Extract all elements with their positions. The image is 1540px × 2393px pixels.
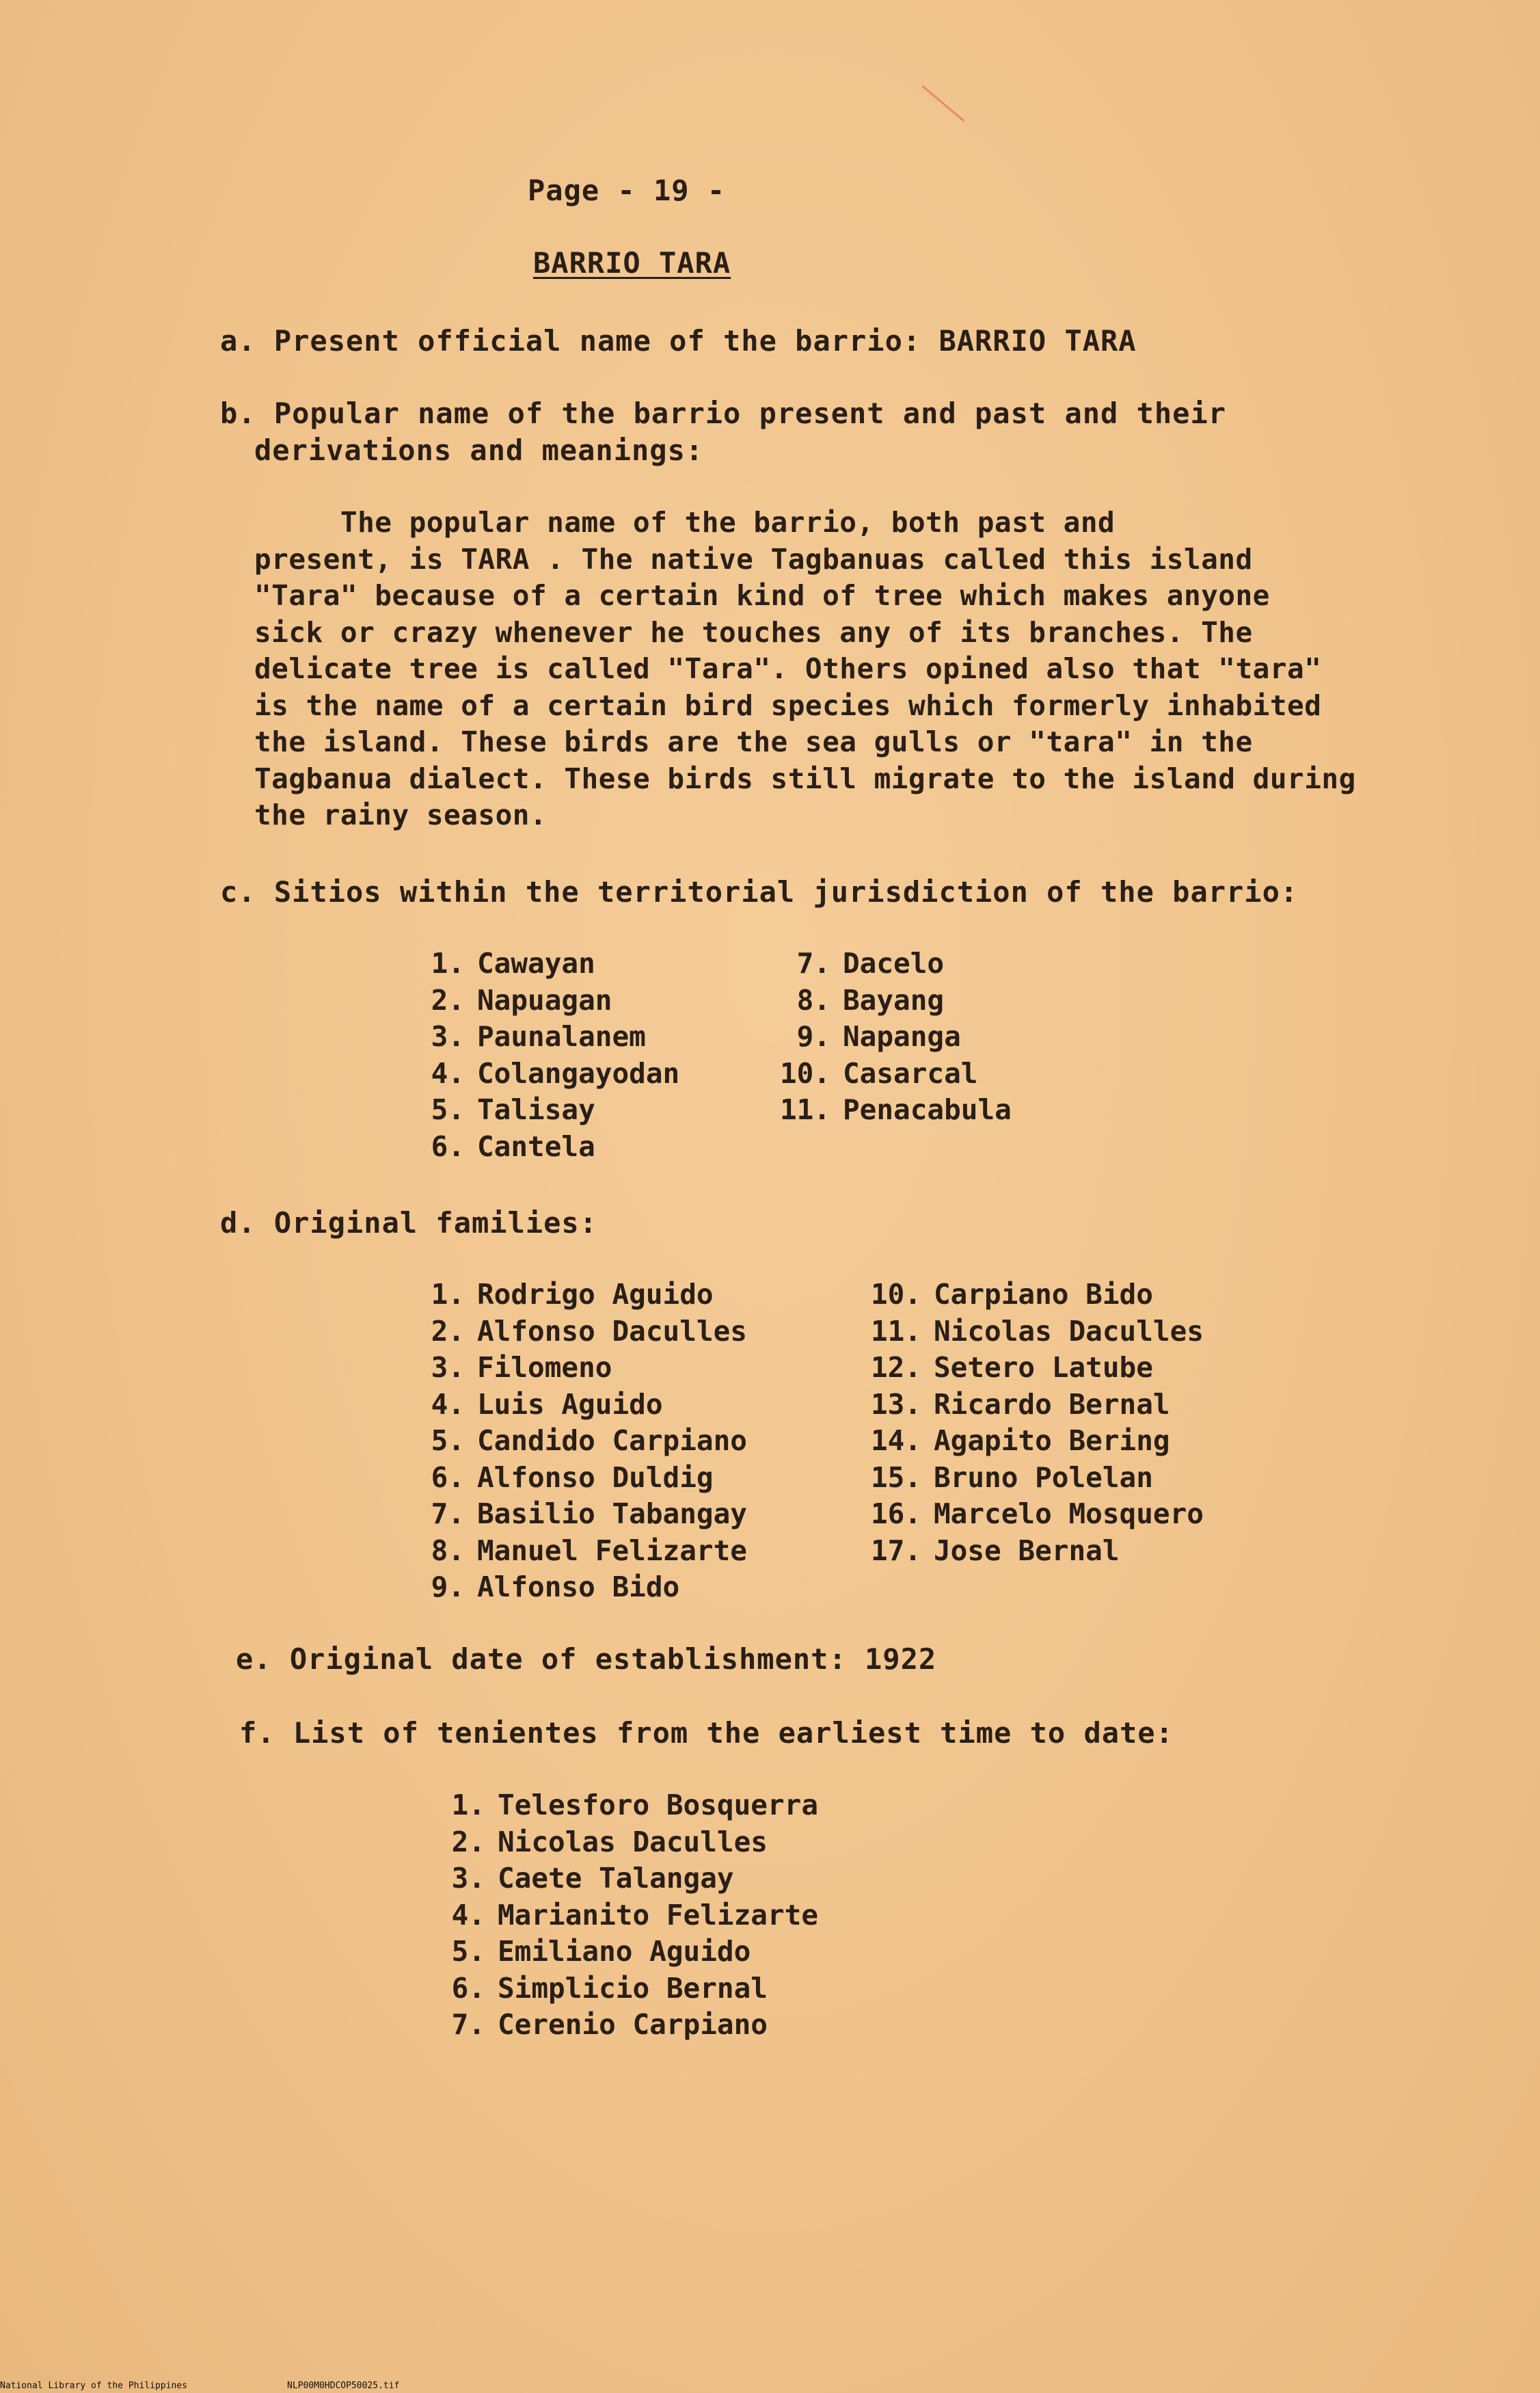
list-item-number: 9. bbox=[431, 1570, 465, 1603]
list-item bbox=[755, 946, 1012, 982]
list-item bbox=[846, 1423, 1204, 1460]
list-item bbox=[410, 982, 679, 1019]
list-item-name: Bayang bbox=[843, 983, 945, 1017]
list-item bbox=[410, 1569, 747, 1606]
list-item-name: Paunalanem bbox=[477, 1020, 646, 1053]
list-item-number: 5. bbox=[431, 1424, 465, 1457]
list-item-name: Agapito Bering bbox=[934, 1424, 1170, 1457]
list-item-number: 5. bbox=[451, 1935, 485, 1968]
list-item bbox=[755, 1056, 1012, 1093]
list-item bbox=[846, 1533, 1204, 1570]
list-item-number: 6. bbox=[431, 1460, 465, 1494]
list-item-name: Napuagan bbox=[477, 983, 612, 1017]
list-item-number: 2. bbox=[451, 1825, 485, 1858]
red-pencil-mark bbox=[921, 85, 964, 122]
list-item-number: 1. bbox=[451, 1789, 485, 1821]
list-item-number: 13. bbox=[870, 1387, 921, 1421]
list-item-name: Emiliano Aguido bbox=[498, 1935, 751, 1968]
list-item-name: Caete Talangay bbox=[498, 1862, 734, 1895]
list-item-number: 4. bbox=[451, 1898, 485, 1931]
list-item bbox=[755, 1092, 1012, 1129]
list-item-name: Alfonso Daculles bbox=[477, 1314, 747, 1348]
list-item-name: Basilio Tabangay bbox=[477, 1497, 747, 1530]
paragraph-line: present, is TARA . The native Tagbanuas called this island bbox=[254, 542, 1253, 576]
list-item-number: 8. bbox=[431, 1534, 465, 1567]
list-item-name: Rodrigo Aguido bbox=[477, 1278, 714, 1311]
list-item-name: Alfonso Duldig bbox=[477, 1460, 714, 1494]
list-item bbox=[431, 1897, 818, 1934]
list-item bbox=[846, 1313, 1204, 1350]
list-item-number: 5. bbox=[431, 1093, 465, 1126]
list-item-name: Cawayan bbox=[477, 947, 595, 980]
section-a-label: a. Present official name of the barrio: BARRIO TARA bbox=[220, 324, 1137, 358]
list-item-number: 9. bbox=[796, 1020, 830, 1053]
list-item-name: Nicolas Daculles bbox=[934, 1314, 1204, 1348]
list-item bbox=[431, 1787, 818, 1824]
list-item bbox=[410, 946, 679, 982]
list-item-number: 4. bbox=[431, 1056, 465, 1090]
list-item-name: Nicolas Daculles bbox=[498, 1825, 768, 1858]
list-item bbox=[410, 1129, 679, 1166]
list-item bbox=[410, 1423, 747, 1460]
families-left-list bbox=[410, 1276, 747, 1606]
list-item-name: Setero Latube bbox=[934, 1351, 1153, 1384]
page-number: Page - 19 - bbox=[528, 174, 726, 207]
list-item-number: 11. bbox=[779, 1093, 830, 1126]
paragraph-line: is the name of a certain bird species which formerly inhabited bbox=[254, 689, 1322, 722]
list-item-name: Luis Aguido bbox=[477, 1387, 663, 1421]
list-item-name: Candido Carpiano bbox=[477, 1424, 747, 1457]
list-item bbox=[846, 1496, 1204, 1533]
list-item-number: 7. bbox=[451, 2008, 485, 2041]
paragraph-line: delicate tree is called "Tara". Others opined also that "tara" bbox=[254, 652, 1322, 685]
families-right-list bbox=[846, 1276, 1204, 1569]
paragraph-line: Tagbanua dialect. These birds still migrate to the island during bbox=[254, 762, 1356, 795]
paragraph-line: "Tara" because of a certain kind of tree which makes anyone bbox=[254, 579, 1270, 612]
list-item-number: 3. bbox=[451, 1862, 485, 1895]
list-item-number: 16. bbox=[870, 1497, 921, 1530]
list-item-name: Dacelo bbox=[843, 947, 945, 980]
section-d-label: d. Original families: bbox=[220, 1206, 598, 1240]
list-item-name: Jose Bernal bbox=[934, 1534, 1120, 1567]
list-item-name: Alfonso Bido bbox=[477, 1570, 680, 1603]
list-item-number: 1. bbox=[431, 1278, 465, 1311]
list-item-name: Carpiano Bido bbox=[934, 1278, 1153, 1311]
list-item bbox=[431, 1860, 818, 1897]
list-item-number: 7. bbox=[431, 1497, 465, 1530]
list-item-name: Napanga bbox=[843, 1020, 961, 1053]
footer-library: National Library of the Philippines bbox=[0, 2381, 187, 2391]
list-item-number: 11. bbox=[870, 1314, 921, 1348]
list-item-number: 3. bbox=[431, 1020, 465, 1053]
list-item-name: Colangayodan bbox=[477, 1056, 680, 1090]
list-item bbox=[410, 1387, 747, 1423]
list-item-name: Manuel Felizarte bbox=[477, 1534, 747, 1567]
list-item-number: 17. bbox=[870, 1534, 921, 1567]
section-c-label: c. Sitios within the territorial jurisdiction of the barrio: bbox=[220, 875, 1299, 909]
list-item-name: Casarcal bbox=[843, 1056, 978, 1090]
list-item-number: 7. bbox=[796, 947, 830, 980]
list-item bbox=[431, 2007, 818, 2044]
list-item bbox=[410, 1019, 679, 1056]
list-item bbox=[431, 1934, 818, 1970]
tenientes-list bbox=[431, 1787, 818, 2044]
section-e-label: e. Original date of establishment: 1922 bbox=[236, 1642, 937, 1676]
list-item-name: Bruno Polelan bbox=[934, 1460, 1153, 1494]
list-item-name: Cerenio Carpiano bbox=[498, 2008, 768, 2041]
list-item-number: 2. bbox=[431, 983, 465, 1017]
list-item bbox=[846, 1387, 1204, 1423]
paragraph-line: sick or crazy whenever he touches any of its branches. The bbox=[254, 615, 1253, 649]
list-item-number: 6. bbox=[431, 1129, 465, 1163]
list-item bbox=[431, 1824, 818, 1861]
list-item-name: Marcelo Mosquero bbox=[934, 1497, 1204, 1530]
list-item bbox=[846, 1460, 1204, 1497]
paragraph-line: the rainy season. bbox=[254, 799, 548, 831]
list-item-number: 2. bbox=[431, 1314, 465, 1348]
list-item-number: 6. bbox=[451, 1971, 485, 2005]
paragraph-line: the island. These birds are the sea gulls or "tara" in the bbox=[254, 725, 1253, 758]
sitios-right-list bbox=[755, 946, 1012, 1129]
list-item-number: 10. bbox=[779, 1056, 830, 1090]
list-item-name: Telesforo Bosquerra bbox=[498, 1789, 818, 1821]
list-item-number: 15. bbox=[870, 1460, 921, 1494]
paragraph-line: The popular name of the barrio, both past and bbox=[254, 506, 1116, 539]
list-item bbox=[846, 1276, 1204, 1313]
list-item bbox=[410, 1460, 747, 1497]
section-b-label-line1: b. Popular name of the barrio present and past and their bbox=[220, 397, 1227, 430]
list-item bbox=[755, 1019, 1012, 1056]
list-item-number: 10. bbox=[870, 1278, 921, 1311]
list-item-number: 1. bbox=[431, 947, 465, 980]
list-item-name: Cantela bbox=[477, 1129, 595, 1163]
section-f-label: f. List of tenientes from the earliest time to date: bbox=[239, 1716, 1174, 1750]
list-item bbox=[410, 1276, 747, 1313]
page-title: BARRIO TARA bbox=[533, 246, 731, 280]
list-item-name: Talisay bbox=[477, 1093, 595, 1126]
list-item-number: 3. bbox=[431, 1351, 465, 1384]
list-item-name: Filomeno bbox=[477, 1351, 612, 1384]
list-item bbox=[410, 1350, 747, 1387]
list-item bbox=[410, 1313, 747, 1350]
sitios-left-list bbox=[410, 946, 679, 1165]
list-item bbox=[410, 1056, 679, 1093]
list-item-name: Ricardo Bernal bbox=[934, 1387, 1170, 1421]
list-item-name: Penacabula bbox=[843, 1093, 1012, 1126]
list-item bbox=[846, 1350, 1204, 1387]
list-item-name: Marianito Felizarte bbox=[498, 1898, 818, 1931]
list-item bbox=[755, 982, 1012, 1019]
list-item-number: 4. bbox=[431, 1387, 465, 1421]
list-item-number: 14. bbox=[870, 1424, 921, 1457]
footer-filename: NLP00M0HDCOP50025.tif bbox=[287, 2381, 400, 2391]
list-item-number: 8. bbox=[796, 983, 830, 1017]
list-item bbox=[410, 1533, 747, 1570]
list-item-name: Simplicio Bernal bbox=[498, 1971, 768, 2005]
list-item bbox=[410, 1496, 747, 1533]
list-item bbox=[410, 1092, 679, 1129]
list-item bbox=[431, 1970, 818, 2007]
section-b-label-line2: derivations and meanings: bbox=[254, 433, 704, 467]
list-item-number: 12. bbox=[870, 1351, 921, 1384]
